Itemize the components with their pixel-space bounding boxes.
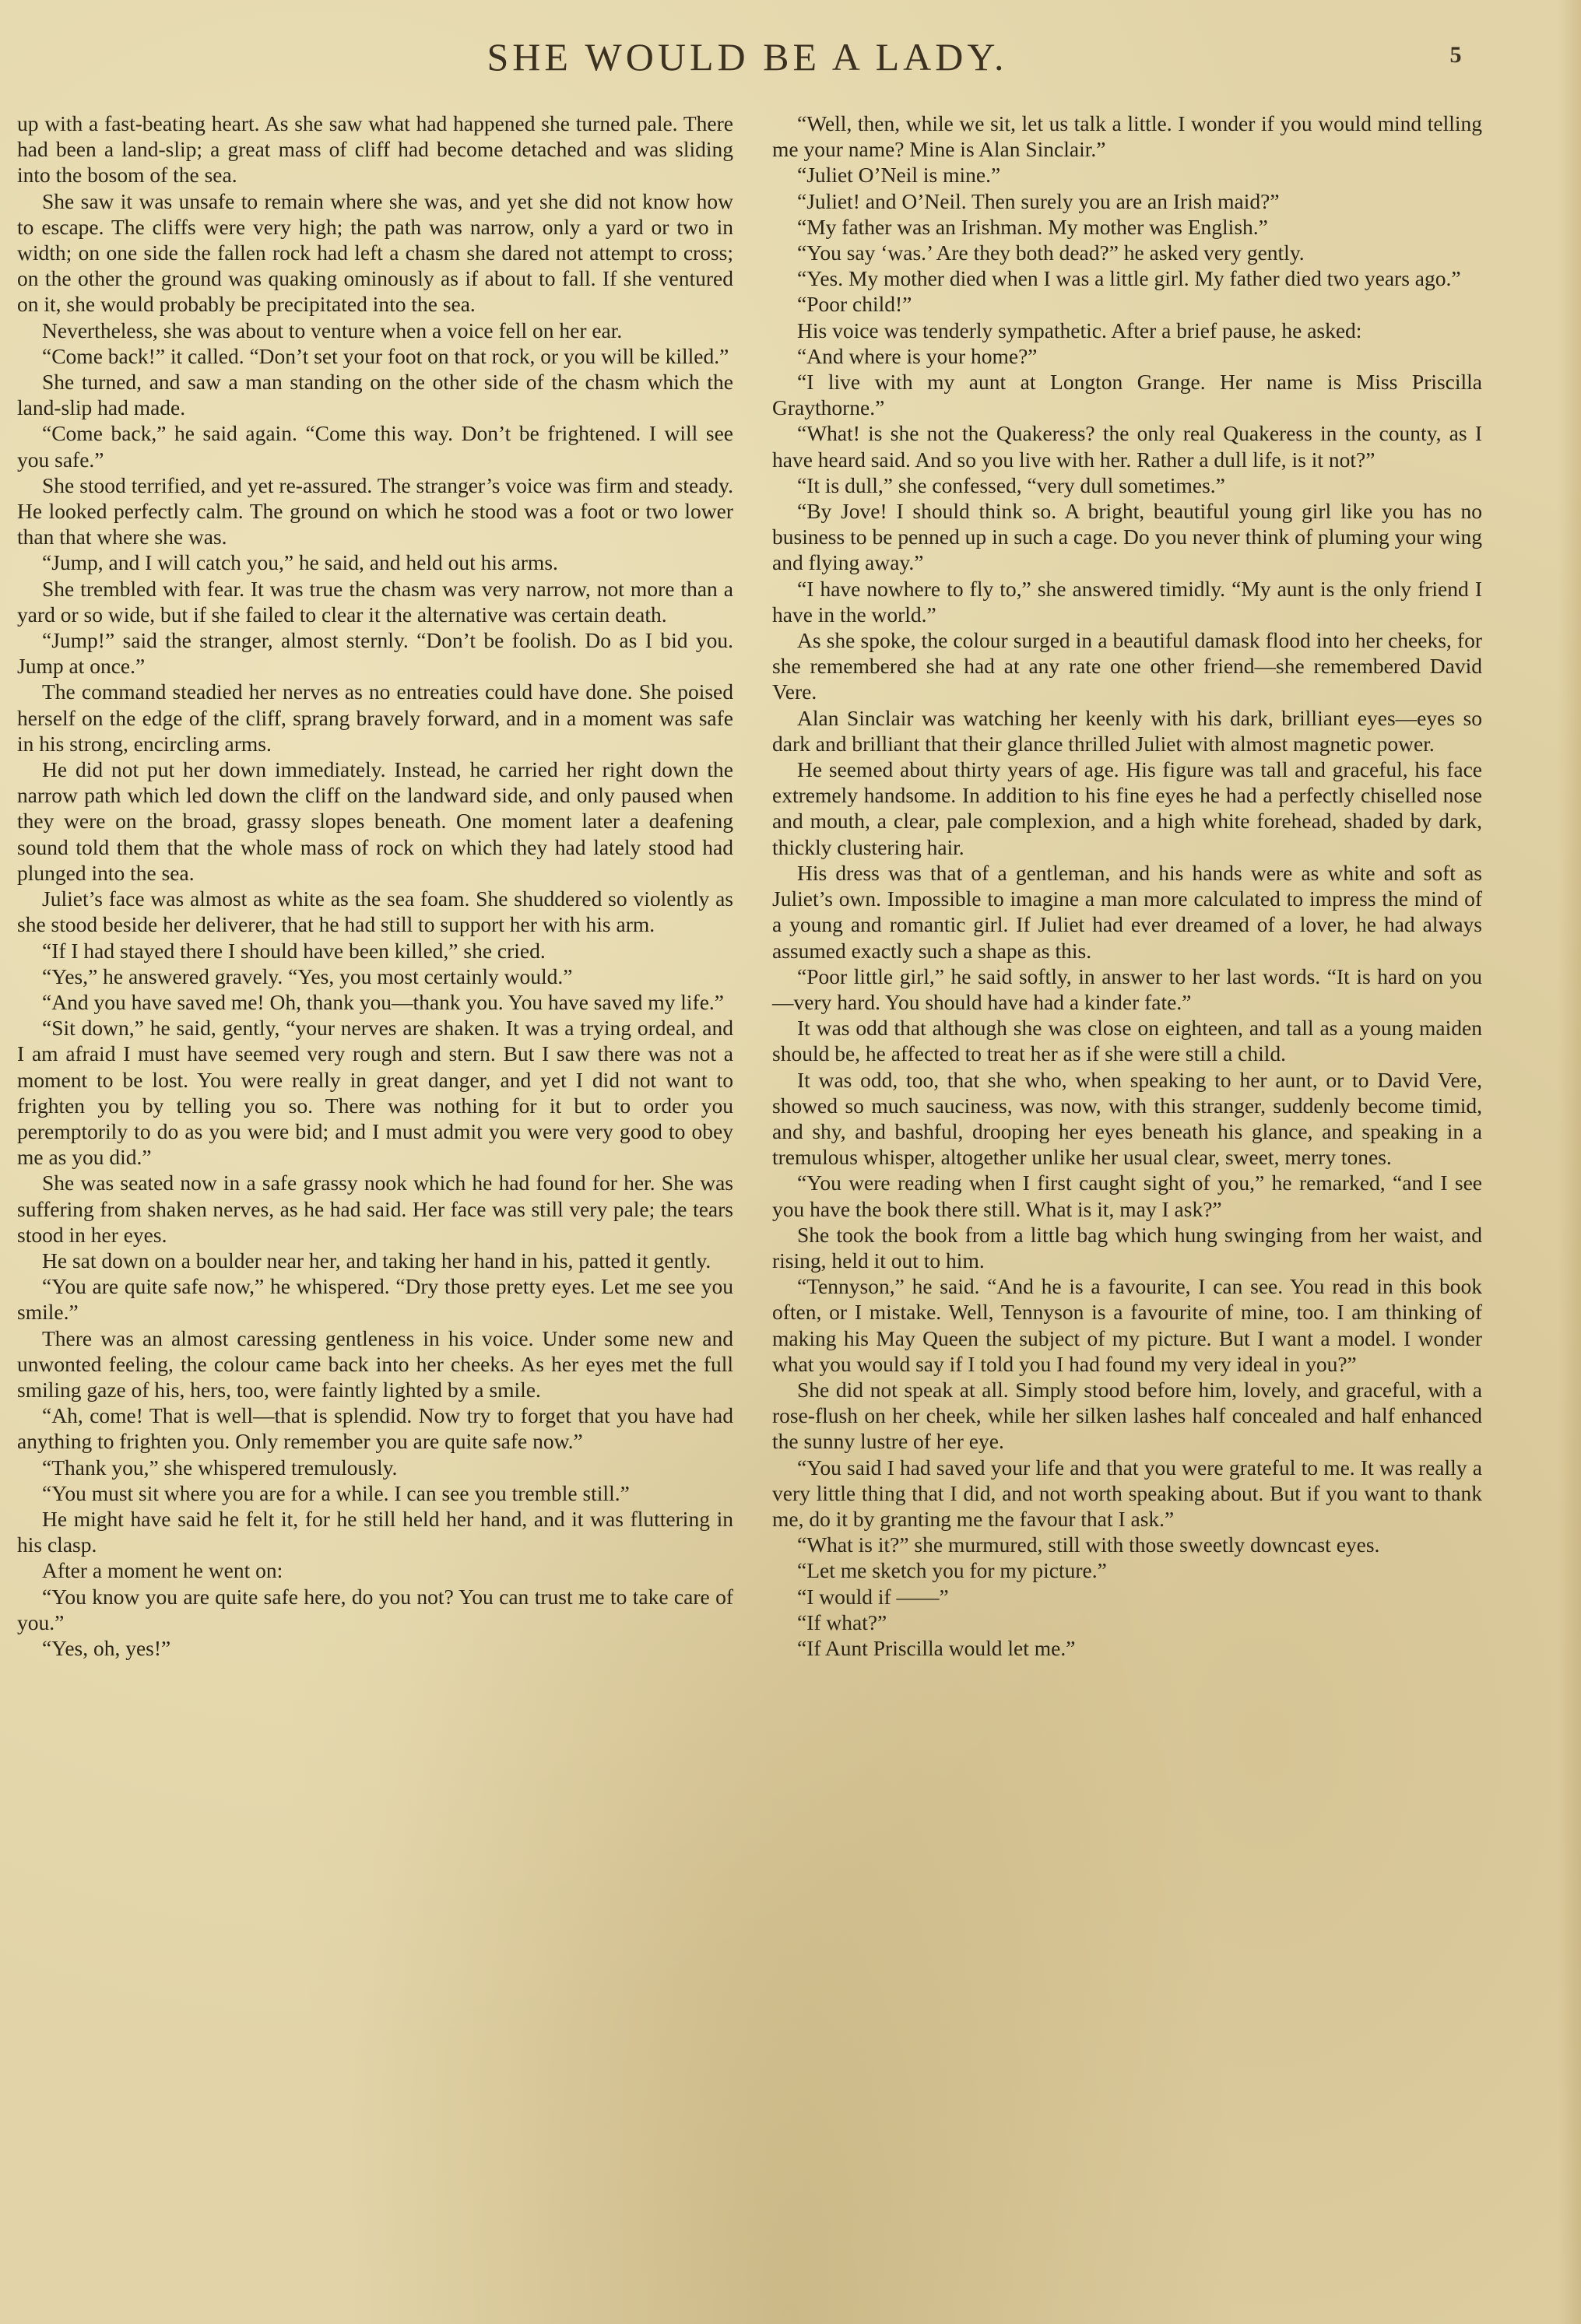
paragraph: She stood terrified, and yet re-assured. The stranger’s voice was firm and steady. He looked perfectly calm. The ground on which he stood was a foot or two lower than that where she was. xyxy=(17,472,733,549)
paragraph: “Come back!” it called. “Don’t set your foot on that rock, or you will be killed.” xyxy=(42,343,729,368)
paragraph: “Let me sketch you for my picture.” xyxy=(797,1558,1107,1583)
paragraph: “What is it?” she murmured, still with those sweetly downcast eyes. xyxy=(797,1532,1380,1557)
running-title: SHE WOULD BE A LADY. xyxy=(487,35,1008,79)
paragraph: “Juliet! and O’Neil. Then surely you are an Irish maid?” xyxy=(797,188,1280,213)
paragraph: “And where is your home?” xyxy=(797,343,1038,368)
paragraph: “You must sit where you are for a while. I can see you tremble still.” xyxy=(42,1480,630,1505)
paragraph: “Come back,” he said again. “Come this way. Don’t be frightened. I will see you safe.” xyxy=(17,421,733,472)
paragraph: “What! is she not the Quakeress? the only real Quakeress in the county, as I have heard said. And so you live with her. Rather a dull life, is it not?” xyxy=(772,421,1482,472)
paragraph: He seemed about thirty years of age. His figure was tall and graceful, his face extremely handsome. In addition to his fine eyes he had a perfectly chiselled nose and mouth, a clear, pale complexion, and a high white forehead, shaded by dark, thickly clustering hair. xyxy=(772,757,1482,859)
paragraph: “Poor little girl,” he said softly, in answer to her last words. “It is hard on you—very hard. You should have had a kinder fate.” xyxy=(772,964,1482,1014)
page-header xyxy=(0,34,1581,89)
paragraph: “Jump, and I will catch you,” he said, and held out his arms. xyxy=(42,550,558,575)
paragraph: “It is dull,” she confessed, “very dull sometimes.” xyxy=(797,472,1225,497)
paragraph: “Thank you,” she whispered tremulously. xyxy=(42,1455,398,1480)
paragraph: His voice was tenderly sympathetic. After a brief pause, he asked: xyxy=(797,318,1362,342)
left-column xyxy=(17,111,733,1661)
paragraph: “I would if ——” xyxy=(797,1584,949,1609)
paragraph: “If what?” xyxy=(797,1610,887,1634)
paragraph: Juliet’s face was almost as white as the sea foam. She shuddered so violently as she stood beside her deliverer, that he had still to support her with his arm. xyxy=(17,886,733,937)
right-column xyxy=(772,111,1482,1661)
paragraph: She took the book from a little bag which hung swinging from her waist, and rising, held it out to him. xyxy=(772,1222,1482,1273)
paragraph: “Juliet O’Neil is mine.” xyxy=(797,163,1001,188)
paragraph: She turned, and saw a man standing on the other side of the chasm which the land-slip had made. xyxy=(17,370,733,420)
paragraph: “Yes,” he answered gravely. “Yes, you most certainly would.” xyxy=(42,964,573,988)
paragraph: There was an almost caressing gentleness in his voice. Under some new and unwonted feeling, the colour came back into her cheeks. As her eyes met the full smiling gaze of his, hers, too, were faintly lighted by a smile. xyxy=(17,1325,733,1402)
paragraph: “I live with my aunt at Longton Grange. Her name is Miss Priscilla Graythorne.” xyxy=(772,370,1482,420)
paragraph: He might have said he felt it, for he still held her hand, and it was fluttering in his clasp. xyxy=(17,1506,733,1557)
paragraph: She was seated now in a safe grassy nook which he had found for her. She was suffering from shaken nerves, as he had said. Her face was still very pale; the tears stood in her eyes. xyxy=(17,1171,733,1247)
paragraph: She trembled with fear. It was true the chasm was very narrow, not more than a yard or so wide, but if she failed to clear it the alternative was certain death. xyxy=(17,576,733,627)
paragraph: She saw it was unsafe to remain where she was, and yet she did not know how to escape. The cliffs were very high; the path was narrow, only a yard or two in width; on one side the fallen rock had left a chasm she dared not attempt to cross; on the other the ground was quaking ominously as if about to fall. If she ventured on it, she would probably be precipitated into the sea. xyxy=(17,188,733,317)
paragraph: “Poor child!” xyxy=(797,292,912,317)
paragraph: After a moment he went on: xyxy=(42,1558,283,1583)
paragraph: “Yes. My mother died when I was a little girl. My father died two years ago.” xyxy=(797,266,1461,291)
paragraph: “You said I had saved your life and that you were grateful to me. It was really a very little thing that I did, and not worth speaking about. But if you want to thank me, do it by granting me the favour that I ask.” xyxy=(772,1455,1482,1531)
paragraph: As she spoke, the colour surged in a beautiful damask flood into her cheeks, for she remembered she had at any rate one other friend—she remembered David Vere. xyxy=(772,628,1482,704)
paragraph: Nevertheless, she was about to venture when a voice fell on her ear. xyxy=(42,318,623,342)
paragraph: Alan Sinclair was watching her keenly with his dark, brilliant eyes—eyes so dark and brilliant that their glance thrilled Juliet with almost magnetic power. xyxy=(772,705,1482,756)
paragraph: “By Jove! I should think so. A bright, beautiful young girl like you has no business to be penned up in such a cage. Do you never think of pluming your wing and flying away.” xyxy=(772,499,1482,575)
paragraph: “Ah, come! That is well—that is splendid. Now try to forget that you have had anything to frighten you. Only remember you are quite safe now.” xyxy=(17,1403,733,1454)
paragraph: “You are quite safe now,” he whispered. “Dry those pretty eyes. Let me see you smile.” xyxy=(17,1274,733,1325)
paragraph: “You say ‘was.’ Are they both dead?” he asked very gently. xyxy=(797,240,1305,265)
paragraph: The command steadied her nerves as no entreaties could have done. She poised herself on the edge of the cliff, sprang bravely forward, and in a moment was safe in his strong, encircling arms. xyxy=(17,679,733,756)
paragraph: He sat down on a boulder near her, and taking her hand in his, patted it gently. xyxy=(42,1248,711,1273)
paragraph: “If Aunt Priscilla would let me.” xyxy=(797,1635,1076,1660)
paragraph: “Yes, oh, yes!” xyxy=(42,1635,171,1660)
paragraph: It was odd that although she was close on eighteen, and tall as a young maiden should be, he affected to treat her as if she were still a child. xyxy=(772,1016,1482,1066)
paragraph: He did not put her down immediately. Instead, he carried her right down the narrow path which led down the cliff on the landward side, and only paused when they were on the broad, grassy slopes beneath. One moment later a deafening sound told them that the whole mass of rock on which they had lately stood had plunged into the sea. xyxy=(17,757,733,885)
paragraph: “You know you are quite safe here, do you not? You can trust me to take care of you.” xyxy=(17,1584,733,1634)
paragraph: “If I had stayed there I should have been killed,” she cried. xyxy=(42,938,546,963)
paragraph: She did not speak at all. Simply stood before him, lovely, and graceful, with a rose-flush on her cheek, while her silken lashes half concealed and half enhanced the sunny lustre of her eye. xyxy=(772,1377,1482,1454)
paragraph: “Jump!” said the stranger, almost sternly. “Don’t be foolish. Do as I bid you. Jump at once.” xyxy=(17,628,733,679)
paragraph: “Well, then, while we sit, let us talk a little. I wonder if you would mind telling me your name? Mine is Alan Sinclair.” xyxy=(772,111,1482,162)
paragraph: “Tennyson,” he said. “And he is a favourite, I can see. You read in this book often, or I mistake. Well, Tennyson is a favourite of mine, too. I am thinking of making his May Queen the subject of my picture. But I want a model. I wonder what you would say if I told you I had found my very ideal in you?” xyxy=(772,1274,1482,1376)
paragraph: “You were reading when I first caught sight of you,” he remarked, “and I see you have the book there still. What is it, may I ask?” xyxy=(772,1171,1482,1221)
paragraph: “And you have saved me! Oh, thank you—thank you. You have saved my life.” xyxy=(42,989,724,1014)
paragraph: “My father was an Irishman. My mother was English.” xyxy=(797,214,1268,239)
paragraph: His dress was that of a gentleman, and his hands were as white and soft as Juliet’s own. Impossible to imagine a man more calculated to impress the mind of a young and romantic girl. If Juliet had ever dreamed of a lover, he had always assumed exactly such a shape as this. xyxy=(772,860,1482,963)
paragraph: “I have nowhere to fly to,” she answered timidly. “My aunt is the only friend I have in the world.” xyxy=(772,576,1482,627)
paragraph: It was odd, too, that she who, when speaking to her aunt, or to David Vere, showed so much sauciness, was now, with this stranger, suddenly become timid, and shy, and bashful, drooping her eyes beneath his glance, and speaking in a tremulous whisper, altogether unlike her usual clear, sweet, merry tones. xyxy=(772,1067,1482,1170)
paragraph: “Sit down,” he said, gently, “your nerves are shaken. It was a trying ordeal, and I am afraid I must have seemed very rough and stern. But I saw there was not a moment to be lost. You were really in great danger, and yet I did not want to frighten you by telling you so. There was nothing for it but to order you peremptorily to do as you were bid; and I must admit you were very good to obey me as you did.” xyxy=(17,1016,733,1170)
page-edge-shadow xyxy=(1558,0,1581,2324)
paragraph: up with a fast-beating heart. As she saw what had happened she turned pale. There had been a land-slip; a great mass of cliff had become detached and was sliding into the bosom of the sea. xyxy=(17,111,733,188)
page-number: 5 xyxy=(1449,42,1462,68)
